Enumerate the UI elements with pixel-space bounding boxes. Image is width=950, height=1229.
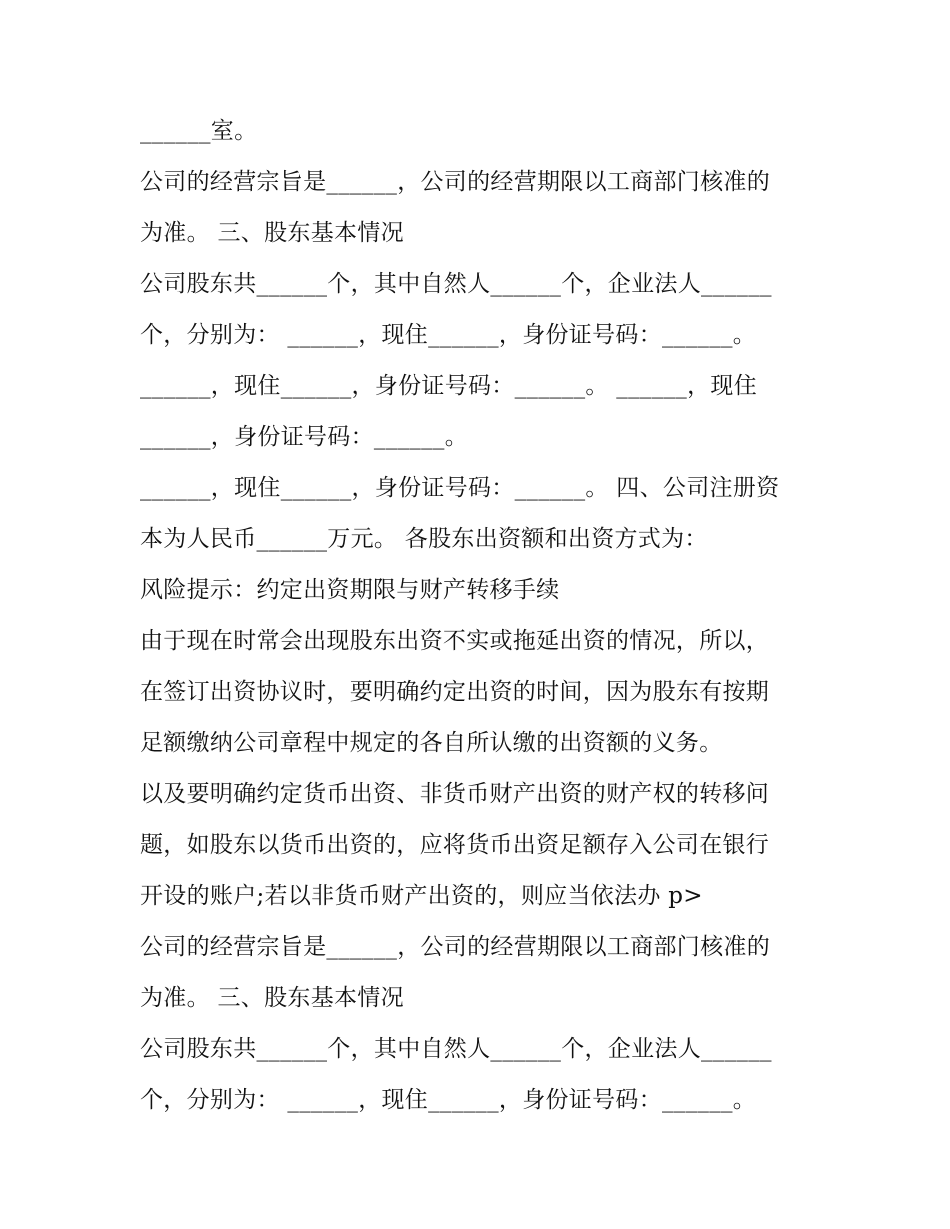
text-line: 个，分别为： ______，现住______，身份证号码：______。 [140, 322, 757, 348]
text-line: 为准。 三、股东基本情况 [140, 985, 404, 1011]
text-line: 公司股东共______个，其中自然人______个，企业法人______ [140, 271, 772, 297]
text-line: 在签订出资协议时，要明确约定出资的时间，因为股东有按期 [140, 679, 770, 705]
text-line: 公司的经营宗旨是______，公司的经营期限以工商部门核准的 [140, 934, 770, 960]
text-line: ______，身份证号码：______。 [140, 424, 468, 450]
text-line: 为准。 三、股东基本情况 [140, 220, 404, 246]
text-line: 由于现在时常会出现股东出资不实或拖延出资的情况，所以， [140, 628, 770, 654]
text-line: 开设的账户;若以非货币财产出资的，则应当依法办 p> [140, 883, 703, 909]
section-heading: 风险提示：约定出资期限与财产转移手续 [140, 577, 560, 603]
text-line: 本为人民币______万元。 各股东出资额和出资方式为： [140, 526, 708, 552]
text-line: ______，现住______，身份证号码：______。 ______，现住 [140, 373, 758, 399]
text-line: 个，分别为： ______，现住______，身份证号码：______。 [140, 1087, 757, 1113]
text-line: 题，如股东以货币出资的，应将货币出资足额存入公司在银行 [140, 832, 770, 858]
text-line: 足额缴纳公司章程中规定的各自所认缴的出资额的义务。 [140, 730, 723, 756]
text-line: 公司的经营宗旨是______，公司的经营期限以工商部门核准的 [140, 169, 770, 195]
text-line: ______，现住______，身份证号码：______。 四、公司注册资 [140, 475, 780, 501]
text-line: 以及要明确约定货币出资、非货币财产出资的财产权的转移问 [140, 781, 770, 807]
text-line: ______室。 [140, 118, 258, 144]
document-body [140, 106, 820, 1126]
text-line: 公司股东共______个，其中自然人______个，企业法人______ [140, 1036, 772, 1062]
